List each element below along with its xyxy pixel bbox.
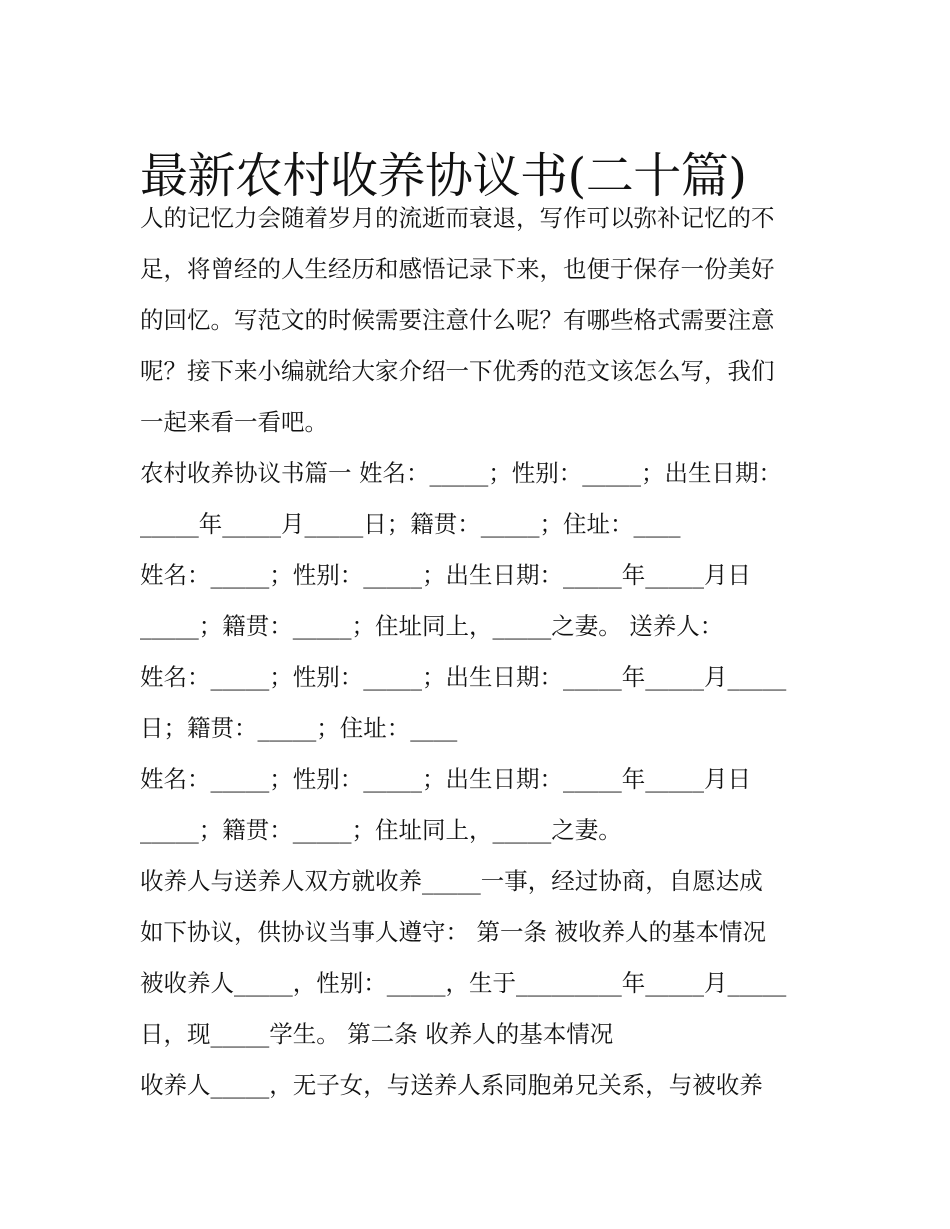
document-title: 最新农村收养协议书(二十篇) (140, 148, 747, 205)
body-line-11: 被收养人_____，性别：_____，生于_________年_____月_____ (140, 969, 787, 997)
body-line-5: 姓名：_____；性别：_____；出生日期：_____年_____月_____ (140, 663, 787, 691)
body-line-9: 收养人与送养人双方就收养_____一事，经过协商，自愿达成 (140, 867, 763, 895)
intro-line-1: 人的记忆力会随着岁月的流逝而衰退，写作可以弥补记忆的不 (140, 204, 775, 232)
body-line-4: _____；籍贯：_____；住址同上，_____之妻。 送养人： (140, 612, 724, 640)
body-line-3: 姓名：_____；性别：_____；出生日期：_____年_____月日 (140, 561, 751, 589)
intro-line-2: 足，将曾经的人生经历和感悟记录下来，也便于保存一份美好 (140, 255, 775, 283)
intro-line-5: 一起来看一看吧。 (140, 408, 328, 436)
body-line-2: _____年_____月_____日；籍贯：_____；住址：____ (140, 510, 681, 538)
body-line-1: 农村收养协议书篇一 姓名：_____；性别：_____；出生日期： (140, 459, 782, 487)
body-line-12: 日，现_____学生。 第二条 收养人的基本情况 (140, 1020, 614, 1048)
body-line-8: _____；籍贯：_____；住址同上，_____之妻。 (140, 816, 622, 844)
intro-line-4: 呢？接下来小编就给大家介绍一下优秀的范文该怎么写，我们 (140, 357, 775, 385)
intro-line-3: 的回忆。写范文的时候需要注意什么呢？有哪些格式需要注意 (140, 306, 775, 334)
body-line-13: 收养人_____，无子女，与送养人系同胞弟兄关系，与被收养 (140, 1071, 763, 1099)
body-line-10: 如下协议，供协议当事人遵守： 第一条 被收养人的基本情况 (140, 918, 766, 946)
body-line-7: 姓名：_____；性别：_____；出生日期：_____年_____月日 (140, 765, 751, 793)
body-line-6: 日；籍贯：_____；住址：____ (140, 714, 458, 742)
